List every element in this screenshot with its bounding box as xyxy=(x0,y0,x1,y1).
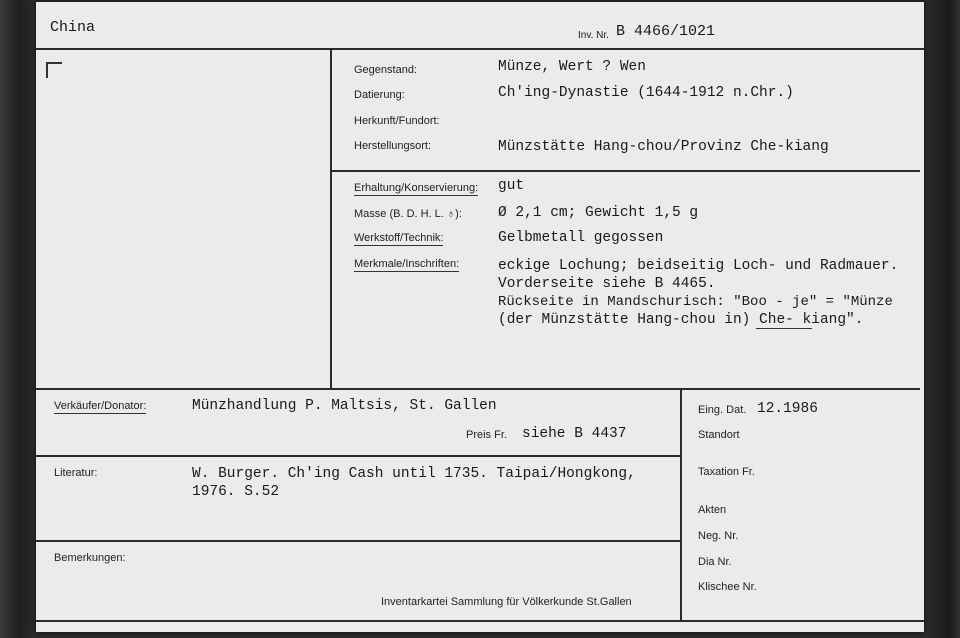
preis-label: Preis Fr. xyxy=(466,429,507,441)
rule-header xyxy=(36,48,924,50)
country-title: China xyxy=(50,19,96,36)
erhaltung-value: gut xyxy=(498,178,525,194)
herstellungsort-value: Münzstätte Hang-chou/Provinz Che-kiang xyxy=(498,139,829,155)
gegenstand-value: Münze, Wert ? Wen xyxy=(498,59,646,75)
rule-admin-column xyxy=(680,388,682,620)
datierung-label: Datierung: xyxy=(354,89,405,101)
rule-acquisition-bottom xyxy=(36,455,680,457)
background-right xyxy=(926,0,960,638)
werkstoff-label: Werkstoff/Technik: xyxy=(354,232,444,244)
rule-main-bottom xyxy=(36,388,920,390)
taxation-label: Taxation Fr. xyxy=(698,466,755,478)
erhaltung-label: Erhaltung/Konservierung: xyxy=(354,182,479,194)
merkmale-line-1: eckige Lochung; beidseitig Loch- und Radmauer. xyxy=(498,258,899,274)
rule-left-column xyxy=(330,48,332,388)
merkmale-line-4: (der Münzstätte Hang-chou in) Che- kiang". xyxy=(498,312,864,328)
masse-label: Masse (B. D. H. L. ♁): xyxy=(354,208,462,220)
background-left xyxy=(0,0,34,638)
masse-value: Ø 2,1 cm; Gewicht 1,5 g xyxy=(498,205,699,221)
institution-footer: Inventarkartei Sammlung für Völkerkunde St.Gallen xyxy=(381,596,632,608)
dia-nr-label: Dia Nr. xyxy=(698,556,732,568)
merkmale-line-2: Vorderseite siehe B 4465. xyxy=(498,276,716,292)
bemerkungen-label: Bemerkungen: xyxy=(54,552,126,564)
literatur-line-2: 1976. S.52 xyxy=(192,484,280,500)
inv-number-label: Inv. Nr. xyxy=(578,30,609,41)
datierung-value: Ch'ing-Dynastie (1644-1912 n.Chr.) xyxy=(498,85,794,101)
verkaeufer-label: Verkäufer/Donator: xyxy=(54,400,147,412)
handwritten-underline xyxy=(756,328,812,329)
rule-card-bottom xyxy=(36,620,924,622)
standort-label: Standort xyxy=(698,429,740,441)
klischee-nr-label: Klischee Nr. xyxy=(698,581,757,593)
image-corner-mark xyxy=(46,62,62,78)
merkmale-label: Merkmale/Inschriften: xyxy=(354,258,460,270)
gegenstand-label: Gegenstand: xyxy=(354,64,417,76)
eing-dat-value: 12.1986 xyxy=(757,401,818,417)
herkunft-label: Herkunft/Fundort: xyxy=(354,115,440,127)
verkaeufer-value: Münzhandlung P. Maltsis, St. Gallen xyxy=(192,398,497,414)
rule-literature-bottom xyxy=(36,540,680,542)
merkmale-line-3: Rückseite in Mandschurisch: "Boo - je" = "Münze xyxy=(498,294,893,310)
preis-value: siehe B 4437 xyxy=(522,426,627,442)
rule-object-condition xyxy=(330,170,920,172)
neg-nr-label: Neg. Nr. xyxy=(698,530,739,542)
literatur-line-1: W. Burger. Ch'ing Cash until 1735. Taipai/Hongkong, xyxy=(192,466,636,482)
eing-dat-label: Eing. Dat. xyxy=(698,404,747,416)
werkstoff-value: Gelbmetall gegossen xyxy=(498,230,664,246)
inv-number-value: B 4466/1021 xyxy=(616,23,716,40)
literatur-label: Literatur: xyxy=(54,467,98,479)
herstellungsort-label: Herstellungsort: xyxy=(354,140,432,152)
akten-label: Akten xyxy=(698,504,727,516)
